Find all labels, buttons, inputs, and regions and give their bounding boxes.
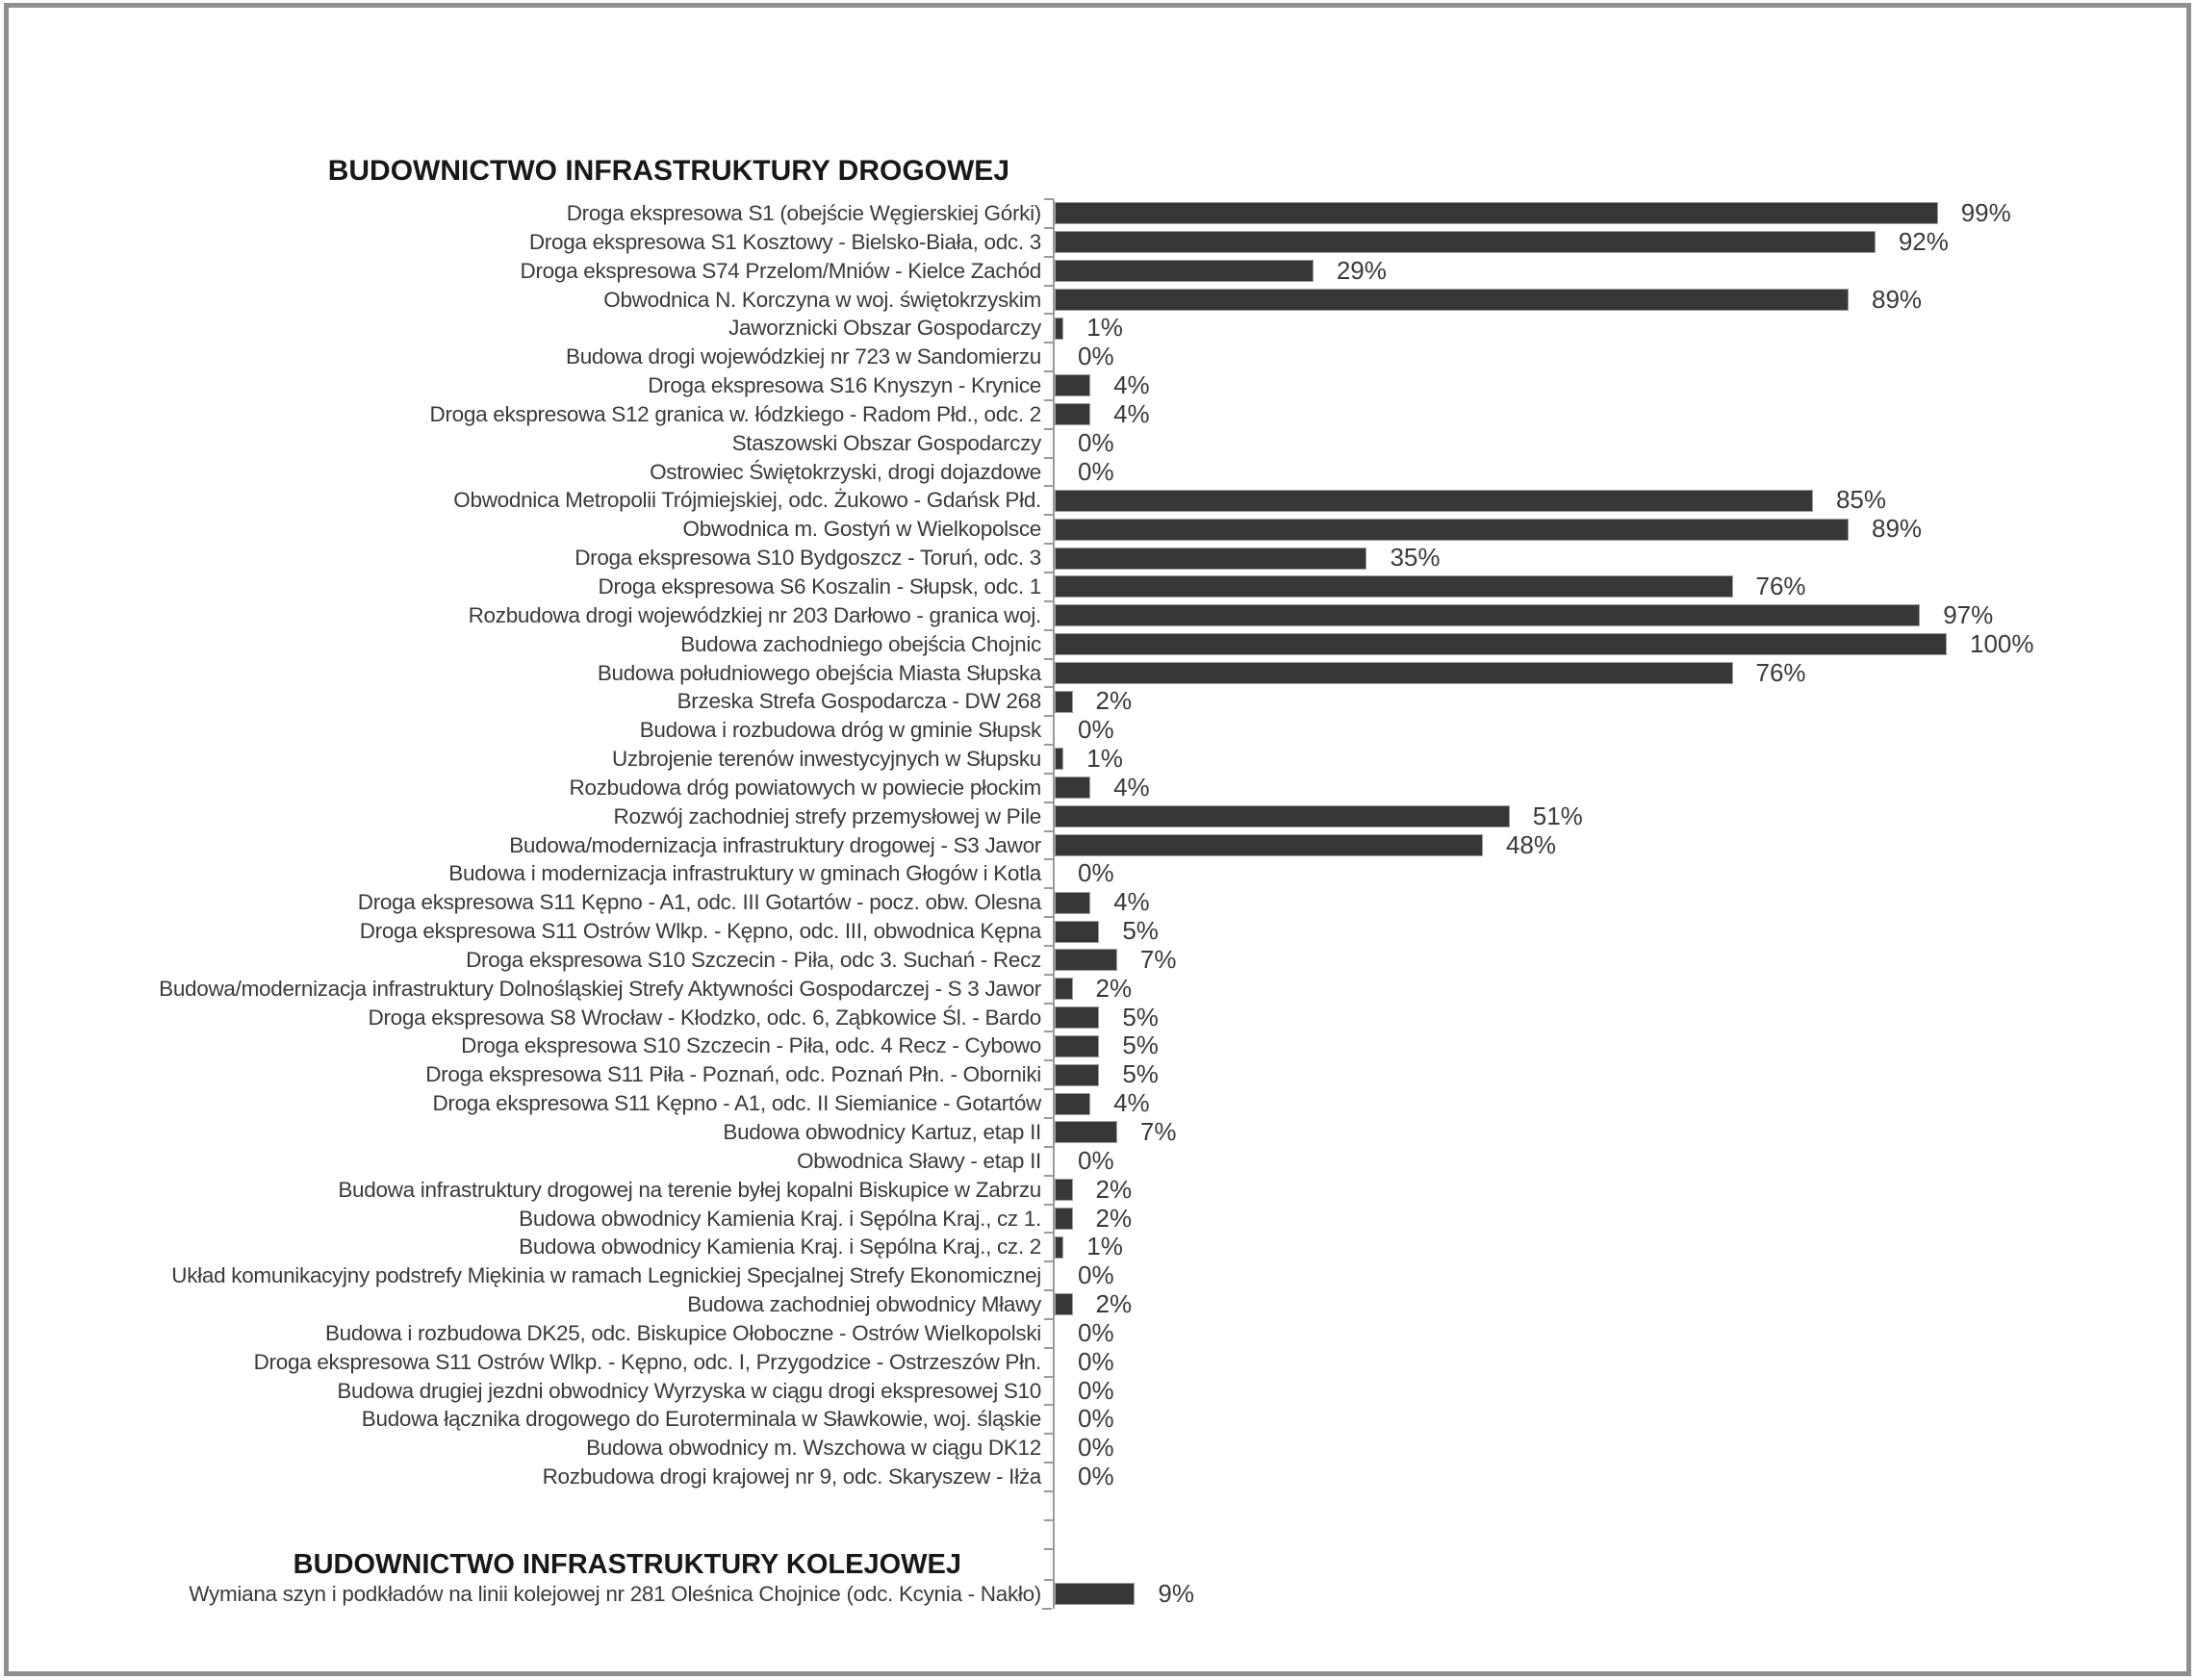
row-label: Budowa drugiej jezdni obwodnicy Wyrzyska w ciągu drogi ekspresowej S10 bbox=[337, 1378, 1041, 1403]
value-label: 0% bbox=[1078, 715, 1114, 745]
row-label: Droga ekspresowa S11 Ostrów Wlkp. - Kępno, odc. I, Przygodzice - Ostrzeszów Płn. bbox=[253, 1349, 1041, 1374]
chart-row bbox=[9, 859, 2186, 888]
value-label: 0% bbox=[1078, 858, 1114, 888]
bar bbox=[1055, 1006, 1099, 1029]
value-label: 4% bbox=[1113, 398, 1150, 428]
value-label: 4% bbox=[1113, 1088, 1150, 1118]
row-plot bbox=[1053, 859, 2186, 888]
bar bbox=[1055, 575, 1733, 598]
chart-row bbox=[9, 1205, 2186, 1234]
bar bbox=[1055, 1179, 1073, 1201]
row-plot bbox=[1053, 1549, 2186, 1580]
rows-host bbox=[9, 199, 2186, 1609]
row-label: Budowa i rozbudowa dróg w gminie Słupsk bbox=[639, 718, 1041, 743]
row-plot bbox=[1053, 659, 2186, 688]
row-label: Budowa zachodniego obejścia Chojnic bbox=[680, 631, 1041, 656]
row-label: Obwodnica Sławy - etap II bbox=[797, 1148, 1041, 1173]
value-label: 99% bbox=[1960, 198, 2011, 227]
bar bbox=[1055, 1236, 1063, 1259]
row-label: Budowa i rozbudowa DK25, odc. Biskupice Ołoboczne - Ostrów Wielkopolski bbox=[324, 1320, 1041, 1345]
row-label: Droga ekspresowa S12 granica w. łódzkiego - Radom Płd., odc. 2 bbox=[429, 401, 1041, 426]
row-label: Budowa obwodnicy Kartuz, etap II bbox=[723, 1120, 1041, 1144]
value-label: 76% bbox=[1755, 571, 1806, 600]
value-label: 100% bbox=[1970, 628, 2034, 658]
bar bbox=[1055, 202, 1938, 224]
row-plot bbox=[1053, 199, 2186, 228]
chart-row bbox=[9, 1031, 2186, 1060]
bar bbox=[1055, 633, 1947, 655]
bar bbox=[1055, 805, 1510, 827]
chart-row bbox=[9, 343, 2186, 371]
bar bbox=[1055, 1035, 1099, 1057]
chart-row bbox=[9, 1176, 2186, 1205]
chart-row bbox=[9, 228, 2186, 257]
row-plot bbox=[1053, 1147, 2186, 1176]
row-plot bbox=[1053, 687, 2186, 716]
value-label: 5% bbox=[1122, 1031, 1159, 1060]
row-plot bbox=[1053, 716, 2186, 745]
row-plot bbox=[1053, 1580, 2186, 1609]
value-label: 4% bbox=[1113, 887, 1150, 917]
bar bbox=[1055, 978, 1073, 1000]
row-plot bbox=[1053, 774, 2186, 802]
value-label: 97% bbox=[1943, 599, 1994, 629]
value-label: 1% bbox=[1086, 313, 1123, 343]
row-label: Droga ekspresowa S11 Ostrów Wlkp. - Kępno, odc. III, obwodnica Kępna bbox=[359, 919, 1041, 944]
row-plot bbox=[1053, 371, 2186, 400]
row-plot bbox=[1053, 257, 2186, 286]
row-plot bbox=[1053, 314, 2186, 343]
row-plot bbox=[1053, 1348, 2186, 1377]
row-label: Droga ekspresowa S10 Szczecin - Piła, odc 3. Suchań - Recz bbox=[466, 947, 1041, 972]
value-label: 0% bbox=[1078, 1433, 1114, 1463]
value-label: 4% bbox=[1113, 370, 1150, 400]
row-plot bbox=[1053, 286, 2186, 315]
value-label: 0% bbox=[1078, 427, 1114, 457]
chart-row bbox=[9, 946, 2186, 975]
row-label bbox=[9, 1520, 1053, 1549]
value-label: 5% bbox=[1122, 916, 1159, 946]
chart-row bbox=[9, 1463, 2186, 1491]
row-label: Budowa i modernizacja infrastruktury w gminach Głogów i Kotla bbox=[448, 861, 1041, 886]
chart-row bbox=[9, 1290, 2186, 1319]
row-label: Budowa/modernizacja infrastruktury Dolnośląskiej Strefy Aktywności Gospodarczej - S 3 Jawor bbox=[159, 976, 1041, 1001]
chart-row bbox=[9, 630, 2186, 659]
chart-row bbox=[9, 199, 2186, 228]
value-label: 0% bbox=[1078, 1462, 1114, 1491]
gap-row bbox=[9, 1520, 2186, 1549]
row-plot bbox=[1053, 1176, 2186, 1205]
value-label: 7% bbox=[1139, 944, 1177, 974]
value-label: 5% bbox=[1122, 1059, 1159, 1089]
value-label: 2% bbox=[1095, 1174, 1133, 1204]
row-plot bbox=[1053, 946, 2186, 975]
chart-row bbox=[9, 314, 2186, 343]
bar bbox=[1055, 748, 1063, 770]
bar bbox=[1055, 1093, 1090, 1115]
top-spacer bbox=[9, 8, 2186, 143]
bar bbox=[1055, 403, 1090, 425]
row-plot bbox=[1053, 1405, 2186, 1434]
bar bbox=[1055, 260, 1314, 282]
value-label: 29% bbox=[1336, 255, 1387, 285]
row-plot bbox=[1053, 1089, 2186, 1118]
chart-row bbox=[9, 1405, 2186, 1434]
chart-row bbox=[9, 400, 2186, 429]
chart-row bbox=[9, 975, 2186, 1004]
row-plot bbox=[1053, 1205, 2186, 1234]
chart-row bbox=[9, 1118, 2186, 1147]
value-label: 48% bbox=[1505, 829, 1556, 859]
chart-row bbox=[9, 1004, 2186, 1032]
row-label: Droga ekspresowa S1 (obejście Węgierskiej Górki) bbox=[566, 201, 1041, 225]
row-label: Uzbrojenie terenów inwestycyjnych w Słupsku bbox=[611, 747, 1041, 772]
bar bbox=[1055, 921, 1099, 943]
chart-row bbox=[9, 888, 2186, 917]
chart-row bbox=[9, 1261, 2186, 1290]
chart-frame bbox=[4, 3, 2191, 1676]
chart-row bbox=[9, 458, 2186, 487]
bar bbox=[1055, 490, 1813, 512]
value-label: 51% bbox=[1532, 801, 1583, 830]
section-header-row bbox=[9, 1549, 2186, 1580]
row-label: Budowa zachodniej obwodnicy Mławy bbox=[687, 1292, 1041, 1317]
gap-row bbox=[9, 1491, 2186, 1520]
value-label: 1% bbox=[1086, 1232, 1123, 1261]
row-label: Budowa łącznika drogowego do Euroterminala w Sławkowie, woj. śląskie bbox=[361, 1407, 1041, 1432]
row-plot bbox=[1053, 486, 2186, 515]
value-label: 4% bbox=[1113, 772, 1150, 802]
row-plot bbox=[1053, 573, 2186, 601]
row-plot bbox=[1053, 228, 2186, 257]
bar bbox=[1055, 662, 1733, 684]
chart-row bbox=[9, 1233, 2186, 1261]
bar bbox=[1055, 1583, 1135, 1605]
section-title-road: BUDOWNICTWO INFRASTRUKTURY DROGOWEJ bbox=[327, 155, 1009, 187]
row-plot bbox=[1053, 1261, 2186, 1290]
row-label: Droga ekspresowa S10 Bydgoszcz - Toruń, odc. 3 bbox=[575, 546, 1041, 571]
chart-row bbox=[9, 1319, 2186, 1348]
row-plot bbox=[1053, 1004, 2186, 1032]
row-plot bbox=[1053, 1031, 2186, 1060]
row-label: Droga ekspresowa S1 Kosztowy - Bielsko-Biała, odc. 3 bbox=[528, 229, 1041, 254]
row-label: Rozbudowa dróg powiatowych w powiecie płockim bbox=[569, 775, 1041, 800]
chart-row bbox=[9, 601, 2186, 630]
row-plot bbox=[1053, 630, 2186, 659]
bar bbox=[1055, 1064, 1099, 1086]
chart-row bbox=[9, 1089, 2186, 1118]
chart-row bbox=[9, 371, 2186, 400]
row-label: Rozwój zachodniej strefy przemysłowej w Pile bbox=[613, 803, 1041, 828]
row-label: Budowa południowego obejścia Miasta Słupska bbox=[597, 660, 1041, 685]
bar bbox=[1055, 834, 1483, 856]
chart-row bbox=[9, 716, 2186, 745]
value-label: 9% bbox=[1158, 1578, 1194, 1608]
value-label: 89% bbox=[1872, 514, 1923, 544]
row-label: Ostrowiec Świętokrzyski, drogi dojazdowe bbox=[650, 459, 1041, 484]
chart-row bbox=[9, 257, 2186, 286]
row-label: Staszowski Obszar Gospodarczy bbox=[731, 430, 1041, 455]
value-label: 2% bbox=[1095, 1289, 1133, 1319]
value-label: 2% bbox=[1095, 1203, 1133, 1233]
row-label: Obwodnica N. Korczyna w woj. świętokrzyskim bbox=[603, 287, 1041, 312]
row-label: Rozbudowa drogi krajowej nr 9, odc. Skaryszew - Iłża bbox=[542, 1464, 1041, 1489]
row-plot bbox=[1053, 975, 2186, 1004]
row-plot bbox=[1053, 831, 2186, 860]
value-label: 0% bbox=[1078, 342, 1114, 371]
row-plot bbox=[1053, 1233, 2186, 1261]
chart-row bbox=[9, 1348, 2186, 1377]
chart-row bbox=[9, 1377, 2186, 1406]
bar bbox=[1055, 1293, 1073, 1315]
value-label: 7% bbox=[1139, 1117, 1177, 1146]
row-plot bbox=[1053, 1319, 2186, 1348]
chart-row bbox=[9, 831, 2186, 860]
row-plot bbox=[1053, 601, 2186, 630]
bar bbox=[1055, 289, 1849, 311]
row-plot bbox=[1053, 1290, 2186, 1319]
chart-row bbox=[9, 429, 2186, 458]
row-plot bbox=[1053, 1520, 2186, 1549]
bar bbox=[1055, 892, 1090, 914]
bar bbox=[1055, 318, 1063, 340]
row-label: Brzeska Strefa Gospodarcza - DW 268 bbox=[677, 689, 1041, 714]
row-label: Droga ekspresowa S11 Kępno - A1, odc. III Gotartów - pocz. obw. Olesna bbox=[357, 890, 1041, 915]
row-label: Obwodnica m. Gostyń w Wielkopolsce bbox=[682, 517, 1041, 542]
value-label: 2% bbox=[1095, 973, 1133, 1003]
row-label: Budowa obwodnicy Kamienia Kraj. i Sępólna Kraj., cz 1. bbox=[519, 1206, 1041, 1231]
row-plot bbox=[1053, 1434, 2186, 1463]
row-plot bbox=[1053, 1118, 2186, 1147]
row-plot bbox=[1053, 400, 2186, 429]
row-label: Budowa obwodnicy m. Wszchowa w ciągu DK12 bbox=[586, 1436, 1041, 1461]
row-label: Rozbudowa drogi wojewódzkiej nr 203 Darłowo - granica woj. bbox=[468, 602, 1041, 627]
row-plot bbox=[1053, 802, 2186, 831]
row-plot bbox=[1053, 745, 2186, 774]
row-label: Budowa obwodnicy Kamienia Kraj. i Sępólna Kraj., cz. 2 bbox=[519, 1235, 1041, 1260]
chart-row bbox=[9, 802, 2186, 831]
row-label: Droga ekspresowa S11 Piła - Poznań, odc. Poznań Płn. - Oborniki bbox=[425, 1062, 1041, 1087]
row-plot bbox=[1053, 917, 2186, 946]
bar bbox=[1055, 374, 1090, 396]
chart-row bbox=[9, 1580, 2186, 1609]
chart-row bbox=[9, 1060, 2186, 1089]
value-label: 0% bbox=[1078, 1375, 1114, 1405]
chart-row bbox=[9, 1434, 2186, 1463]
value-label: 0% bbox=[1078, 1346, 1114, 1376]
chart-row bbox=[9, 1147, 2186, 1176]
chart-row bbox=[9, 544, 2186, 573]
row-label: Droga ekspresowa S16 Knyszyn - Krynice bbox=[648, 373, 1041, 398]
bar bbox=[1055, 231, 1876, 253]
row-plot bbox=[1053, 1377, 2186, 1406]
row-plot bbox=[1053, 343, 2186, 371]
value-label: 0% bbox=[1078, 456, 1114, 486]
row-label: Jaworznicki Obszar Gospodarczy bbox=[728, 316, 1041, 341]
row-label bbox=[9, 1491, 1053, 1520]
bar bbox=[1055, 604, 1920, 626]
value-label: 0% bbox=[1078, 1260, 1114, 1290]
chart-row bbox=[9, 573, 2186, 601]
chart-row bbox=[9, 917, 2186, 946]
bar bbox=[1055, 1121, 1117, 1143]
chart-row bbox=[9, 774, 2186, 802]
value-label: 0% bbox=[1078, 1145, 1114, 1175]
bar bbox=[1055, 519, 1849, 541]
row-plot bbox=[1053, 429, 2186, 458]
chart-row bbox=[9, 745, 2186, 774]
row-label: Droga ekspresowa S11 Kępno - A1, odc. II Siemianice - Gotartów bbox=[432, 1091, 1041, 1116]
value-label: 92% bbox=[1898, 226, 1949, 256]
value-label: 1% bbox=[1086, 744, 1123, 774]
value-label: 0% bbox=[1078, 1317, 1114, 1347]
row-plot bbox=[1053, 515, 2186, 544]
row-label: Droga ekspresowa S74 Przelom/Mniów - Kielce Zachód bbox=[520, 258, 1041, 283]
value-label: 85% bbox=[1835, 485, 1886, 515]
value-label: 2% bbox=[1095, 686, 1133, 716]
chart-row bbox=[9, 286, 2186, 315]
row-plot bbox=[1053, 458, 2186, 487]
chart-row bbox=[9, 687, 2186, 716]
row-label: Budowa/modernizacja infrastruktury drogowej - S3 Jawor bbox=[509, 832, 1041, 857]
row-label: Układ komunikacyjny podstrefy Miękinia w ramach Legnickiej Specjalnej Strefy Ekonomicznej bbox=[171, 1263, 1041, 1288]
value-label: 35% bbox=[1390, 543, 1441, 573]
row-plot bbox=[1053, 1491, 2186, 1520]
value-label: 76% bbox=[1755, 657, 1806, 687]
row-label: Droga ekspresowa S6 Koszalin - Słupsk, odc. 1 bbox=[598, 573, 1041, 598]
chart-row bbox=[9, 486, 2186, 515]
row-plot bbox=[1053, 888, 2186, 917]
row-label: Droga ekspresowa S10 Szczecin - Piła, odc. 4 Recz - Cybowo bbox=[461, 1033, 1041, 1058]
value-label: 89% bbox=[1872, 284, 1923, 314]
row-label: Droga ekspresowa S8 Wrocław - Kłodzko, odc. 6, Ząbkowice Śl. - Bardo bbox=[368, 1005, 1041, 1030]
row-label: Obwodnica Metropolii Trójmiejskiej, odc. Żukowo - Gdańsk Płd. bbox=[453, 488, 1041, 513]
chart-row bbox=[9, 515, 2186, 544]
bar bbox=[1055, 691, 1073, 713]
row-label: Wymiana szyn i podkładów na linii kolejowej nr 281 Oleśnica Chojnice (odc. Kcynia - Nakło) bbox=[189, 1581, 1041, 1606]
chart-row bbox=[9, 659, 2186, 688]
value-label: 5% bbox=[1122, 1002, 1159, 1031]
row-label: Budowa infrastruktury drogowej na terenie byłej kopalni Biskupice w Zabrzu bbox=[338, 1177, 1041, 1202]
value-label: 0% bbox=[1078, 1404, 1114, 1434]
row-plot bbox=[1053, 1463, 2186, 1491]
section-title-rail: BUDOWNICTWO INFRASTRUKTURY KOLEJOWEJ bbox=[293, 1548, 961, 1580]
bar bbox=[1055, 949, 1117, 971]
row-plot bbox=[1053, 1060, 2186, 1089]
bar bbox=[1055, 547, 1366, 570]
row-label: Budowa drogi wojewódzkiej nr 723 w Sandomierzu bbox=[566, 344, 1041, 369]
bar bbox=[1055, 776, 1090, 799]
bar bbox=[1055, 1208, 1073, 1230]
row-plot bbox=[1053, 544, 2186, 573]
